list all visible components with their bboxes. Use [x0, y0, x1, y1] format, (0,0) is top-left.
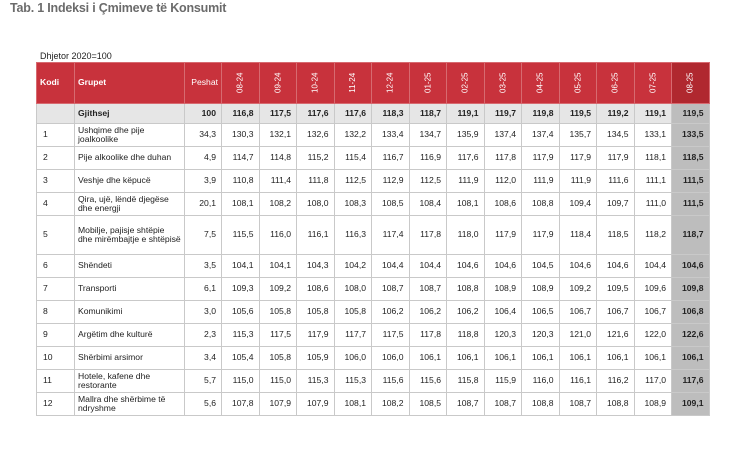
cell-value: 108,7 [484, 393, 522, 416]
cell-value: 109,2 [559, 278, 597, 301]
cell-value: 111,8 [297, 170, 335, 193]
cell-value: 104,3 [297, 255, 335, 278]
cell-kodi: 4 [37, 193, 75, 216]
cell-value: 117,9 [522, 216, 560, 255]
cell-value: 117,7 [334, 324, 372, 347]
cell-value: 121,6 [597, 324, 635, 347]
cell-value: 105,8 [259, 301, 297, 324]
cell-value: 119,5 [559, 104, 597, 124]
cell-value: 115,3 [222, 324, 260, 347]
cell-peshat: 6,1 [185, 278, 222, 301]
header-kodi: Kodi [37, 63, 75, 104]
cell-value-current: 117,6 [672, 370, 710, 393]
cell-value: 137,4 [522, 124, 560, 147]
cell-value: 117,9 [597, 147, 635, 170]
cell-value: 105,8 [259, 347, 297, 370]
cell-value: 108,8 [597, 393, 635, 416]
table-row [37, 278, 710, 301]
cell-peshat: 7,5 [185, 216, 222, 255]
header-month: 04-25 [522, 63, 560, 104]
cell-value: 114,7 [222, 147, 260, 170]
header-month: 12-24 [372, 63, 410, 104]
cell-value: 106,0 [334, 347, 372, 370]
table-row [37, 255, 710, 278]
cell-value: 111,6 [597, 170, 635, 193]
table-row [37, 347, 710, 370]
cell-value: 115,6 [372, 370, 410, 393]
cell-value: 105,8 [297, 301, 335, 324]
cell-value: 132,6 [297, 124, 335, 147]
table-header [37, 63, 710, 104]
cell-kodi: 3 [37, 170, 75, 193]
cell-value: 117,8 [484, 147, 522, 170]
cell-kodi: 8 [37, 301, 75, 324]
cell-grupet: Shëndeti [75, 255, 185, 278]
cell-value: 117,9 [522, 147, 560, 170]
cell-value: 111,9 [447, 170, 485, 193]
cell-value: 116,1 [297, 216, 335, 255]
cell-value: 116,9 [409, 147, 447, 170]
cell-value: 109,3 [222, 278, 260, 301]
cell-value: 108,6 [297, 278, 335, 301]
cell-value: 109,6 [634, 278, 672, 301]
cell-value: 118,2 [634, 216, 672, 255]
cell-value: 122,0 [634, 324, 672, 347]
cell-value: 104,1 [222, 255, 260, 278]
cell-value: 115,0 [259, 370, 297, 393]
cell-value: 118,3 [372, 104, 410, 124]
cell-value-current: 104,6 [672, 255, 710, 278]
header-month: 06-25 [597, 63, 635, 104]
cell-value: 108,8 [522, 393, 560, 416]
cell-value: 133,1 [634, 124, 672, 147]
cell-value: 106,4 [484, 301, 522, 324]
cell-value-current: 106,8 [672, 301, 710, 324]
cell-value: 105,6 [222, 301, 260, 324]
cell-value: 108,1 [447, 193, 485, 216]
cell-peshat: 3,5 [185, 255, 222, 278]
cell-value: 117,8 [409, 324, 447, 347]
header-grupet: Grupet [75, 63, 185, 104]
cell-value-current: 118,7 [672, 216, 710, 255]
cell-value: 119,7 [484, 104, 522, 124]
cell-value: 119,8 [522, 104, 560, 124]
cell-grupet: Gjithsej [75, 104, 185, 124]
cell-value: 109,4 [559, 193, 597, 216]
cell-value: 112,5 [334, 170, 372, 193]
cell-value-current: 111,5 [672, 193, 710, 216]
cell-value: 117,5 [259, 324, 297, 347]
cell-value: 121,0 [559, 324, 597, 347]
cell-value: 106,2 [409, 301, 447, 324]
cell-value: 106,0 [372, 347, 410, 370]
cell-value: 109,2 [259, 278, 297, 301]
header-month: 05-25 [559, 63, 597, 104]
cell-value: 104,6 [559, 255, 597, 278]
table-row [37, 216, 710, 255]
cpi-table [36, 62, 710, 416]
cell-value: 106,2 [372, 301, 410, 324]
cell-value: 104,6 [447, 255, 485, 278]
cell-grupet: Mobilje, pajisje shtëpie dhe mirëmbajtje e shtëpisë [75, 216, 185, 255]
header-peshat: Peshat [185, 63, 222, 104]
cell-value: 108,0 [334, 278, 372, 301]
cell-value: 134,5 [597, 124, 635, 147]
cell-value: 106,7 [634, 301, 672, 324]
cell-value: 114,8 [259, 147, 297, 170]
cell-value: 111,1 [634, 170, 672, 193]
cell-value: 118,7 [409, 104, 447, 124]
cell-value: 104,2 [334, 255, 372, 278]
cell-peshat: 34,3 [185, 124, 222, 147]
cell-value: 117,6 [447, 147, 485, 170]
table-row [37, 324, 710, 347]
cell-value: 106,1 [559, 347, 597, 370]
cell-value: 108,9 [484, 278, 522, 301]
cell-value-current: 133,5 [672, 124, 710, 147]
cell-value: 115,9 [484, 370, 522, 393]
cell-value: 117,8 [409, 216, 447, 255]
cell-value: 116,0 [522, 370, 560, 393]
cell-grupet: Hotele, kafene dhe restorante [75, 370, 185, 393]
cell-value: 108,6 [484, 193, 522, 216]
table-title: Tab. 1 Indeksi i Çmimeve të Konsumit [10, 1, 227, 15]
cell-value: 115,4 [334, 147, 372, 170]
cell-value: 115,6 [409, 370, 447, 393]
cell-value: 108,2 [259, 193, 297, 216]
cell-value: 116,7 [372, 147, 410, 170]
cell-value: 115,3 [334, 370, 372, 393]
cell-value-current: 118,5 [672, 147, 710, 170]
cell-value: 108,0 [297, 193, 335, 216]
cell-peshat: 3,9 [185, 170, 222, 193]
table-row [37, 147, 710, 170]
cell-value: 108,9 [634, 393, 672, 416]
cell-value: 137,4 [484, 124, 522, 147]
cell-value: 117,6 [334, 104, 372, 124]
cell-kodi: 5 [37, 216, 75, 255]
cell-peshat: 3,0 [185, 301, 222, 324]
cell-grupet: Ushqime dhe pije joalkoolike [75, 124, 185, 147]
header-month: 09-24 [259, 63, 297, 104]
header-month: 11-24 [334, 63, 372, 104]
cell-kodi: 11 [37, 370, 75, 393]
cell-value: 104,1 [259, 255, 297, 278]
cell-value: 108,7 [409, 278, 447, 301]
cell-value-current: 109,1 [672, 393, 710, 416]
cell-value: 109,7 [597, 193, 635, 216]
header-row [37, 63, 710, 104]
cell-value: 108,3 [334, 193, 372, 216]
cell-value: 108,7 [447, 393, 485, 416]
cell-value: 106,1 [522, 347, 560, 370]
cell-value: 116,8 [222, 104, 260, 124]
cell-value: 119,2 [597, 104, 635, 124]
cell-value: 106,1 [409, 347, 447, 370]
cell-value-current: 111,5 [672, 170, 710, 193]
cell-value: 115,8 [447, 370, 485, 393]
cell-kodi: 6 [37, 255, 75, 278]
cell-value: 118,4 [559, 216, 597, 255]
cell-kodi: 9 [37, 324, 75, 347]
cell-value: 108,4 [409, 193, 447, 216]
cell-value: 106,1 [484, 347, 522, 370]
cell-value: 106,1 [447, 347, 485, 370]
cell-value: 108,7 [559, 393, 597, 416]
base-period-note: Dhjetor 2020=100 [40, 51, 112, 61]
cell-value: 106,1 [597, 347, 635, 370]
cell-value: 107,9 [259, 393, 297, 416]
header-month: 01-25 [409, 63, 447, 104]
cell-kodi: 10 [37, 347, 75, 370]
table-row [37, 301, 710, 324]
cell-value: 115,3 [297, 370, 335, 393]
cell-value: 111,0 [634, 193, 672, 216]
cell-value: 108,8 [447, 278, 485, 301]
cell-value: 111,4 [259, 170, 297, 193]
cell-value: 108,2 [372, 393, 410, 416]
header-month: 07-25 [634, 63, 672, 104]
cell-peshat: 3,4 [185, 347, 222, 370]
cell-kodi: 2 [37, 147, 75, 170]
cell-value: 130,3 [222, 124, 260, 147]
cell-value-current: 106,1 [672, 347, 710, 370]
header-month: 02-25 [447, 63, 485, 104]
cell-value: 112,9 [372, 170, 410, 193]
cell-value: 135,9 [447, 124, 485, 147]
cell-peshat: 5,7 [185, 370, 222, 393]
cell-value: 108,5 [409, 393, 447, 416]
cell-value: 111,9 [522, 170, 560, 193]
cell-value: 105,4 [222, 347, 260, 370]
cell-value: 108,1 [334, 393, 372, 416]
cell-value: 106,2 [447, 301, 485, 324]
cell-value: 116,0 [259, 216, 297, 255]
table-row [37, 193, 710, 216]
cell-value: 112,0 [484, 170, 522, 193]
cell-value: 104,6 [597, 255, 635, 278]
cell-value: 105,8 [334, 301, 372, 324]
cell-kodi: 12 [37, 393, 75, 416]
cell-grupet: Shërbimi arsimor [75, 347, 185, 370]
cell-value: 104,4 [409, 255, 447, 278]
cell-value: 115,2 [297, 147, 335, 170]
cell-kodi [37, 104, 75, 124]
cell-value: 106,5 [522, 301, 560, 324]
cell-value: 119,1 [634, 104, 672, 124]
cell-grupet: Transporti [75, 278, 185, 301]
cell-peshat: 4,9 [185, 147, 222, 170]
cell-value: 111,9 [559, 170, 597, 193]
cell-value: 107,9 [297, 393, 335, 416]
cell-value: 108,9 [522, 278, 560, 301]
cell-value: 104,5 [522, 255, 560, 278]
cell-value: 117,9 [484, 216, 522, 255]
cell-peshat: 5,6 [185, 393, 222, 416]
table-row-total [37, 104, 710, 124]
cell-value: 117,9 [297, 324, 335, 347]
cell-value: 109,5 [597, 278, 635, 301]
cell-value: 135,7 [559, 124, 597, 147]
cell-value: 108,5 [372, 193, 410, 216]
cell-value: 118,0 [447, 216, 485, 255]
cell-value: 106,1 [634, 347, 672, 370]
cell-value: 134,7 [409, 124, 447, 147]
cell-value: 104,4 [634, 255, 672, 278]
cell-value: 117,5 [372, 324, 410, 347]
cell-kodi: 7 [37, 278, 75, 301]
table-body [37, 104, 710, 416]
cell-kodi: 1 [37, 124, 75, 147]
table-row [37, 393, 710, 416]
cell-peshat: 2,3 [185, 324, 222, 347]
cell-value: 104,4 [372, 255, 410, 278]
cell-value: 106,7 [559, 301, 597, 324]
cell-value: 115,0 [222, 370, 260, 393]
cell-value-current: 109,8 [672, 278, 710, 301]
table-row [37, 124, 710, 147]
cell-grupet: Argëtim dhe kulturë [75, 324, 185, 347]
table-row [37, 170, 710, 193]
header-month: 03-25 [484, 63, 522, 104]
cell-value-current: 119,5 [672, 104, 710, 124]
cell-value: 108,1 [222, 193, 260, 216]
cell-value: 118,1 [634, 147, 672, 170]
cell-value: 112,5 [409, 170, 447, 193]
cell-value: 106,7 [597, 301, 635, 324]
cell-value: 120,3 [484, 324, 522, 347]
header-month: 10-24 [297, 63, 335, 104]
cell-value: 108,8 [522, 193, 560, 216]
cell-value: 115,5 [222, 216, 260, 255]
cell-value: 118,8 [447, 324, 485, 347]
cell-grupet: Komunikimi [75, 301, 185, 324]
cell-value: 117,9 [559, 147, 597, 170]
cell-value: 110,8 [222, 170, 260, 193]
cell-value-current: 122,6 [672, 324, 710, 347]
cell-value: 117,6 [297, 104, 335, 124]
header-month: 08-24 [222, 63, 260, 104]
cell-value: 117,4 [372, 216, 410, 255]
cell-grupet: Mallra dhe shërbime të ndryshme [75, 393, 185, 416]
cell-value: 119,1 [447, 104, 485, 124]
cell-grupet: Qira, ujë, lëndë djegëse dhe energji [75, 193, 185, 216]
cell-peshat: 100 [185, 104, 222, 124]
header-month-current: 08-25 [672, 63, 710, 104]
cell-value: 118,5 [597, 216, 635, 255]
cell-value: 116,3 [334, 216, 372, 255]
cell-value: 104,6 [484, 255, 522, 278]
cell-value: 117,0 [634, 370, 672, 393]
table-row [37, 370, 710, 393]
cell-grupet: Pije alkoolike dhe duhan [75, 147, 185, 170]
cell-grupet: Veshje dhe këpucë [75, 170, 185, 193]
cell-value: 116,2 [597, 370, 635, 393]
cell-value: 133,4 [372, 124, 410, 147]
cell-peshat: 20,1 [185, 193, 222, 216]
cell-value: 132,1 [259, 124, 297, 147]
cell-value: 117,5 [259, 104, 297, 124]
cell-value: 132,2 [334, 124, 372, 147]
cell-value: 108,7 [372, 278, 410, 301]
cell-value: 105,9 [297, 347, 335, 370]
cell-value: 107,8 [222, 393, 260, 416]
cell-value: 120,3 [522, 324, 560, 347]
cell-value: 116,1 [559, 370, 597, 393]
